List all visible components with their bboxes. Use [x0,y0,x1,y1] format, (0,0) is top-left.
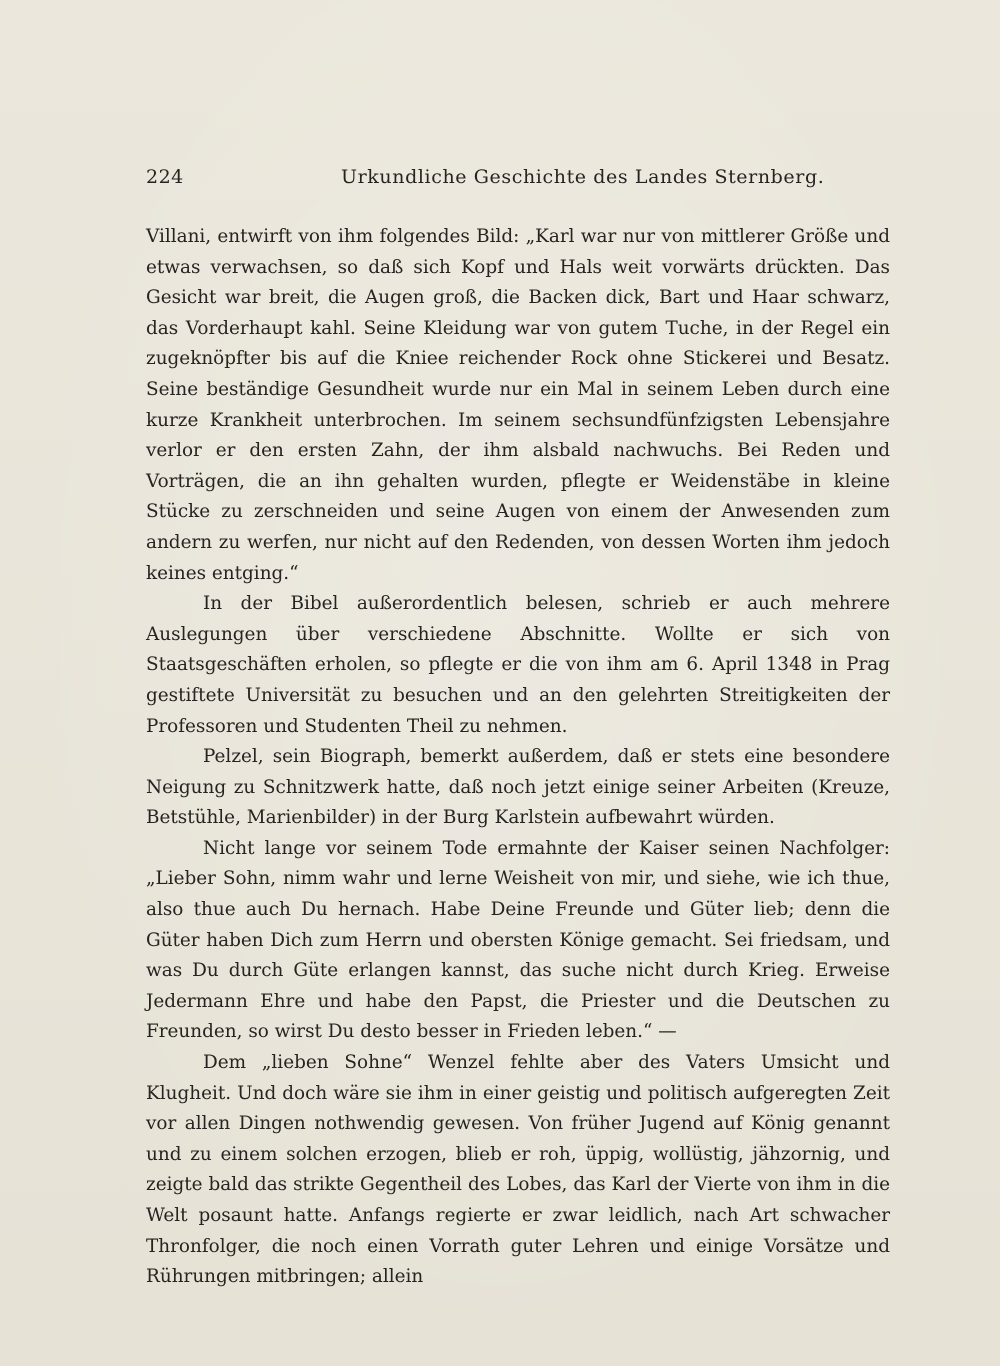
running-head [146,166,825,196]
page-number: 224 [146,166,184,188]
paragraph-5: Dem „lieben Sohne“ Wenzel fehlte aber des Vaters Umsicht und Klugheit. Und doch wäre sie ihm in einer geistig und politisch aufgeregten Zeit vor allen Dingen nothwendig gewesen. Von früher Jugend auf König genannt und zu einem solchen erzogen, blieb er roh, üppig, wollüstig, jähzornig, und zeigte bald das strikte Gegentheil des Lobes, das Karl der Vierte von ihm in die Welt posaunt hatte. Anfangs regierte er zwar leidlich, nach Art schwacher Thronfolger, die noch einen Vorrath guter Lehren und einige Vorsätze und Rührungen mitbringen; allein [146,1052,890,1288]
paragraph-4: Nicht lange vor seinem Tode ermahnte der Kaiser seinen Nachfolger: „Lieber Sohn, nimm wahr und lerne Weisheit von mir, und siehe, wie ich thue, also thue auch Du hernach. Habe Deine Freunde und Güter lieb; denn die Güter haben Dich zum Herrn und obersten Könige gemacht. Sei friedsam, und was Du durch Güte erlangen kannst, das suche nicht durch Krieg. Erweise Jedermann Ehre und habe den Papst, die Priester und die Deutschen zu Freunden, so wirst Du desto besser in Frieden leben.“ — [146,837,890,1043]
paragraph-3: Pelzel, sein Biograph, bemerkt außerdem, daß er stets eine besondere Neigung zu Schnitzwerk hatte, daß noch jetzt einige seiner Arbeiten (Kreuze, Betstühle, Marienbilder) in der Burg Karlstein aufbewahrt würden. [146,746,890,829]
body-text [146,222,890,1293]
paragraph-2: In der Bibel außerordentlich belesen, schrieb er auch mehrere Auslegungen über verschiedene Abschnitte. Wollte er sich von Staatsgeschäften erholen, so pflegte er die von ihm am 6. April 1348 in Prag gestiftete Universität zu besuchen und an den gelehrten Streitigkeiten der Professoren und Studenten Theil zu nehmen. [146,593,890,737]
running-title: Urkundliche Geschichte des Landes Sternberg. [341,166,825,188]
paragraph-1: Villani, entwirft von ihm folgendes Bild: „Karl war nur von mittlerer Größe und etwas verwachsen, so daß sich Kopf und Hals weit vorwärts drückten. Das Gesicht war breit, die Augen groß, die Backen dick, Bart und Haar schwarz, das Vorderhaupt kahl. Seine Kleidung war von gutem Tuche, in der Regel ein zugeknöpfter bis auf die Kniee reichender Rock ohne Stickerei und Besatz. Seine beständige Gesundheit wurde nur ein Mal in seinem Leben durch eine kurze Krankheit unterbrochen. Im seinem sechsundfünfzigsten Lebensjahre verlor er den ersten Zahn, der ihm alsbald nachwuchs. Bei Reden und Vorträgen, die an ihn gehalten wurden, pflegte er Weidenstäbe in kleine Stücke zu zerschneiden und seine Augen von einem der Anwesenden zum andern zu werfen, nur nicht auf den Redenden, von dessen Worten ihm jedoch keines entging.“ [146,226,890,584]
